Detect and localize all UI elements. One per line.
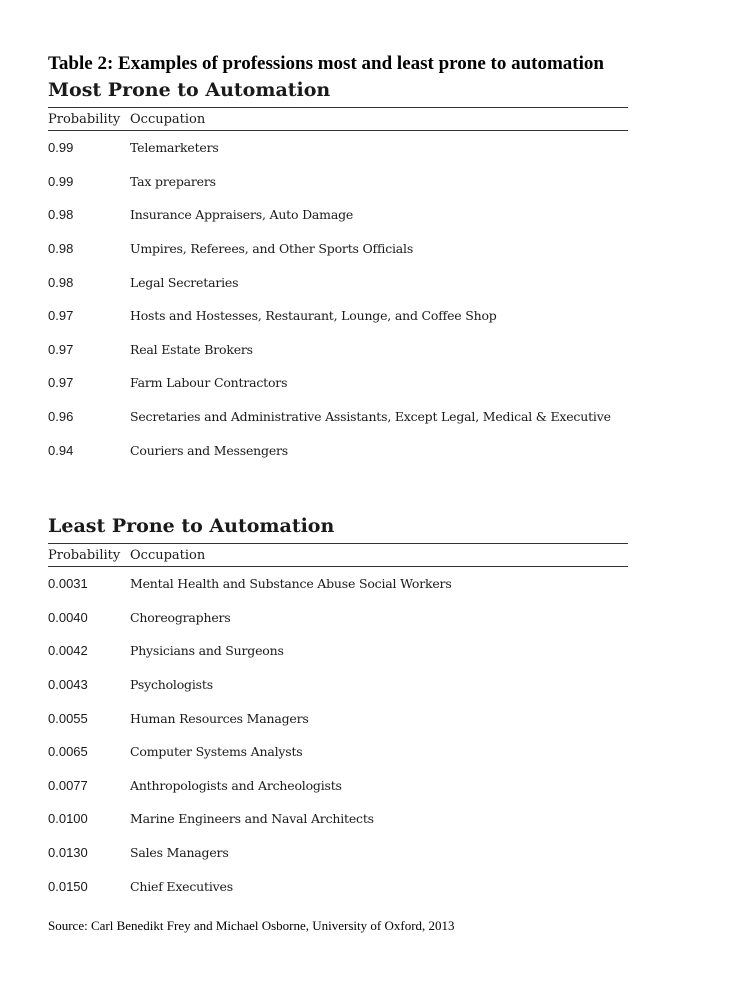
- occupation-cell: Real Estate Brokers: [130, 341, 253, 357]
- probability-cell: 0.98: [48, 207, 74, 223]
- probability-cell: 0.0040: [48, 609, 88, 625]
- occupation-cell: Choreographers: [130, 609, 231, 625]
- table-row: [48, 802, 628, 836]
- table-row: [48, 634, 628, 668]
- least-prone-column-header: [48, 543, 628, 567]
- table-row: [48, 366, 628, 400]
- occupation-column-header: Occupation: [130, 547, 206, 563]
- probability-cell: 0.0065: [48, 744, 88, 760]
- table-row: [48, 701, 628, 735]
- occupation-cell: Anthropologists and Archeologists: [130, 777, 342, 793]
- table-row: [48, 567, 628, 601]
- probability-cell: 0.97: [48, 341, 74, 357]
- occupation-cell: Secretaries and Administrative Assistants, Except Legal, Medical & Executive: [130, 409, 611, 425]
- table-row: [48, 769, 628, 803]
- most-prone-heading: Most Prone to Automation: [48, 79, 331, 101]
- occupation-cell: Tax preparers: [130, 173, 216, 189]
- occupation-column-header: Occupation: [130, 111, 206, 127]
- probability-cell: 0.96: [48, 409, 74, 425]
- table-row: [48, 601, 628, 635]
- probability-cell: 0.0150: [48, 878, 88, 894]
- page-title: Table 2: Examples of professions most and least prone to automation: [48, 53, 604, 74]
- probability-column-header: Probability: [48, 111, 121, 127]
- occupation-cell: Legal Secretaries: [130, 274, 239, 290]
- probability-cell: 0.0100: [48, 811, 88, 827]
- table-row: [48, 165, 628, 199]
- probability-cell: 0.98: [48, 241, 74, 257]
- occupation-cell: Couriers and Messengers: [130, 442, 289, 458]
- occupation-cell: Human Resources Managers: [130, 710, 309, 726]
- table-row: [48, 198, 628, 232]
- probability-cell: 0.99: [48, 173, 74, 189]
- probability-cell: 0.0043: [48, 677, 88, 693]
- least-prone-section: [48, 514, 628, 903]
- probability-cell: 0.0031: [48, 576, 88, 592]
- probability-cell: 0.97: [48, 375, 74, 391]
- occupation-cell: Sales Managers: [130, 845, 229, 861]
- occupation-cell: Mental Health and Substance Abuse Social Workers: [130, 576, 452, 592]
- least-prone-rows: [48, 567, 628, 903]
- table-row: [48, 735, 628, 769]
- occupation-cell: Umpires, Referees, and Other Sports Officials: [130, 241, 414, 257]
- occupation-cell: Physicians and Surgeons: [130, 643, 284, 659]
- table-row: [48, 836, 628, 870]
- table-row: [48, 265, 628, 299]
- source-note: Source: Carl Benedikt Frey and Michael Osborne, University of Oxford, 2013: [48, 918, 455, 933]
- probability-cell: 0.0130: [48, 845, 88, 861]
- most-prone-rows: [48, 131, 628, 467]
- table-row: [48, 131, 628, 165]
- probability-cell: 0.94: [48, 442, 74, 458]
- table-row: [48, 869, 628, 903]
- table-row: [48, 333, 628, 367]
- probability-cell: 0.99: [48, 140, 74, 156]
- occupation-cell: Telemarketers: [130, 140, 219, 156]
- table-row: [48, 232, 628, 266]
- occupation-cell: Farm Labour Contractors: [130, 375, 288, 391]
- occupation-cell: Insurance Appraisers, Auto Damage: [130, 207, 354, 223]
- table-row: [48, 668, 628, 702]
- table-row: [48, 299, 628, 333]
- probability-cell: 0.0055: [48, 710, 88, 726]
- occupation-cell: Hosts and Hostesses, Restaurant, Lounge, and Coffee Shop: [130, 308, 497, 324]
- least-prone-heading: Least Prone to Automation: [48, 515, 335, 537]
- occupation-cell: Computer Systems Analysts: [130, 744, 303, 760]
- occupation-cell: Chief Executives: [130, 878, 233, 894]
- most-prone-section: [48, 78, 628, 467]
- occupation-cell: Marine Engineers and Naval Architects: [130, 811, 374, 827]
- probability-column-header: Probability: [48, 547, 121, 563]
- probability-cell: 0.98: [48, 274, 74, 290]
- table-row: [48, 433, 628, 467]
- probability-cell: 0.97: [48, 308, 74, 324]
- probability-cell: 0.0077: [48, 777, 88, 793]
- most-prone-column-header: [48, 107, 628, 131]
- probability-cell: 0.0042: [48, 643, 88, 659]
- occupation-cell: Psychologists: [130, 677, 213, 693]
- table-row: [48, 400, 628, 434]
